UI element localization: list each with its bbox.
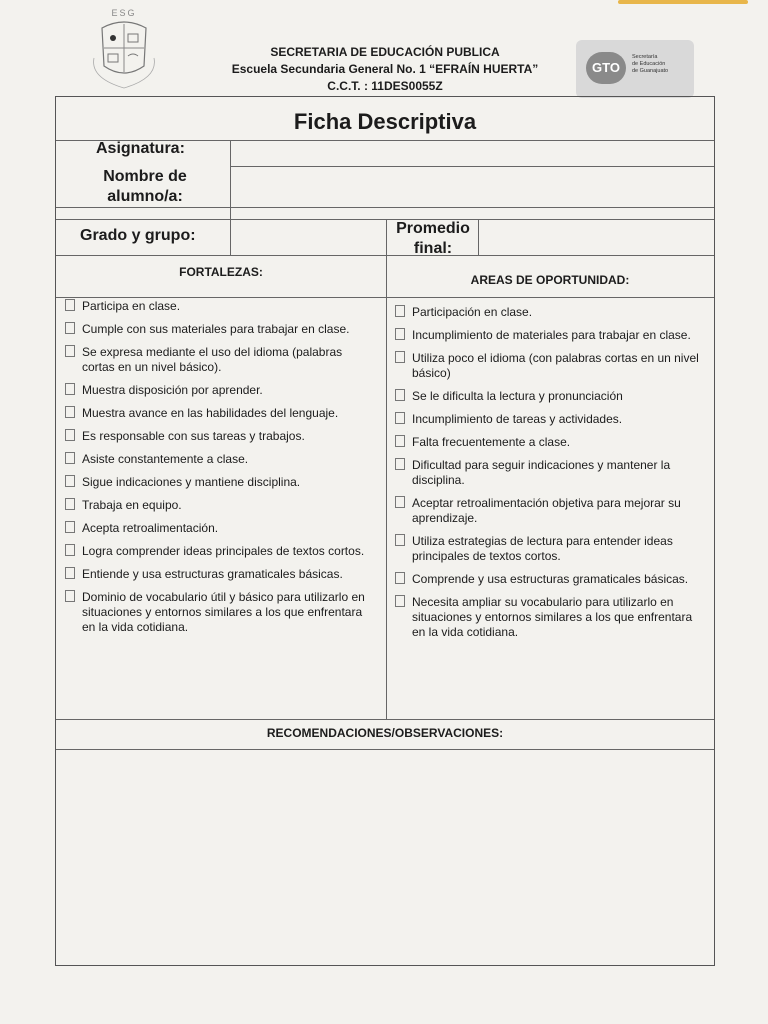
recomendaciones-header: RECOMENDACIONES/OBSERVACIONES: [266,726,504,740]
checklist-item-label: Comprende y usa estructuras gramaticales básicas. [412,572,689,586]
checklist-item-label: Cumple con sus materiales para trabajar en clase. [82,322,350,336]
checklist-item-label: Logra comprender ideas principales de textos cortos. [82,544,365,558]
header-line-3: C.C.T. : 11DES0055Z [327,79,443,93]
checklist-item-label: Sigue indicaciones y mantiene disciplina. [82,475,301,489]
checklist-item [64,567,376,582]
checklist-item-label: Se le dificulta la lectura y pronunciación [412,389,623,403]
gto-text-line: de Guanajuato [632,68,669,74]
checkbox[interactable] [65,383,75,395]
checklist-item-label: Utiliza estrategias de lectura para entender ideas principales de textos cortos. [412,534,673,563]
checklist-item [394,412,706,427]
checklist-item-label: Participa en clase. [82,299,181,313]
checklist-item-label: Asiste constantemente a clase. [82,452,249,466]
nombre-label: Nombre de alumno/a: [103,168,187,205]
checkbox[interactable] [65,590,75,602]
checklist-item [394,435,706,450]
checkbox[interactable] [395,458,405,470]
header-line-1: SECRETARIA DE EDUCACIÓN PUBLICA [270,45,500,59]
checklist-item-label: Incumplimiento de materiales para trabajar en clase. [412,328,691,342]
logo-text: ESG [111,8,137,18]
school-header [200,44,570,95]
checklist-item-label: Muestra avance en las habilidades del lenguaje. [82,406,339,420]
checklist-item [64,452,376,467]
checklist-item-label: Es responsable con sus tareas y trabajos. [82,429,305,443]
gto-text-line: Secretaría [632,54,658,60]
checklist-item-label: Muestra disposición por aprender. [82,383,263,397]
gto-text-line: de Educación [632,61,666,67]
checklist-item [64,406,376,421]
header-line-2: Escuela Secundaria General No. 1 “EFRAÍN HUERTA” [231,62,539,76]
asignatura-label: Asignatura: [96,140,185,157]
recomendaciones-field[interactable] [57,750,713,964]
checklist-item [64,322,376,337]
checklist-item-label: Acepta retroalimentación. [82,521,219,535]
divider [56,719,714,720]
checklist-item [394,305,706,320]
gto-logo [576,40,694,98]
checklist-item [64,544,376,559]
promedio-label: Promedio final: [396,220,470,257]
crest-icon [88,8,160,92]
checklist-item [64,345,376,375]
checklist-item-label: Trabaja en equipo. [82,498,182,512]
checkbox[interactable] [395,572,405,584]
checkbox[interactable] [395,305,405,317]
checklist-item-label: Dificultad para seguir indicaciones y mantener la disciplina. [412,458,671,487]
checklist-item [394,595,706,640]
checklist-item [64,383,376,398]
checklist-item [64,521,376,536]
checkbox[interactable] [65,429,75,441]
checklist-item [394,458,706,488]
accent-bar [618,0,748,4]
checklist-item-label: Se expresa mediante el uso del idioma (palabras cortas en un nivel básico). [82,345,343,374]
divider [56,255,714,256]
checkbox[interactable] [395,328,405,340]
grado-label: Grado y grupo: [80,227,196,244]
checklist-item [394,572,706,587]
checklist-item [394,351,706,381]
school-crest-logo [88,8,160,92]
divider [56,297,714,298]
checkbox[interactable] [395,496,405,508]
areas-header: AREAS DE OPORTUNIDAD: [470,273,630,287]
checklist-item [64,498,376,513]
checkbox[interactable] [65,521,75,533]
checkbox[interactable] [395,389,405,401]
checklist-item [64,590,376,635]
checkbox[interactable] [65,345,75,357]
checklist-item-label: Necesita ampliar su vocabulario para utilizarlo en situaciones y entornos similares a los que enfrentara en la vida cotidiana. [412,595,693,639]
checklist-item [64,429,376,444]
nombre-field[interactable] [231,167,714,207]
checkbox[interactable] [395,435,405,447]
checkbox[interactable] [395,534,405,546]
fortalezas-header: FORTALEZAS: [179,265,263,279]
promedio-field[interactable] [479,220,714,254]
checklist-item-label: Dominio de vocabulario útil y básico para utilizarlo en situaciones y entornos similares a los que enfrentara en la vida cotidiana. [82,590,365,634]
checkbox[interactable] [65,406,75,418]
checkbox[interactable] [65,475,75,487]
gto-text [632,54,690,75]
checkbox[interactable] [395,351,405,363]
divider [386,219,387,719]
fortalezas-list [64,299,376,643]
checklist-item-label: Participación en clase. [412,305,533,319]
checklist-item [394,496,706,526]
checklist-item [394,534,706,564]
asignatura-field[interactable] [231,141,714,166]
checklist-item-label: Aceptar retroalimentación objetiva para mejorar su aprendizaje. [412,496,681,525]
gto-badge: GTO [586,52,626,84]
checkbox[interactable] [65,498,75,510]
checklist-item-label: Incumplimiento de tareas y actividades. [412,412,623,426]
checklist-item [394,389,706,404]
checklist-item-label: Falta frecuentemente a clase. [412,435,571,449]
checkbox[interactable] [65,299,75,311]
descriptive-form [55,96,715,966]
areas-list [394,305,706,648]
checklist-item-label: Utiliza poco el idioma (con palabras cortas en un nivel básico) [412,351,699,380]
checkbox[interactable] [65,567,75,579]
checkbox[interactable] [395,595,405,607]
checkbox[interactable] [65,322,75,334]
checklist-item [394,328,706,343]
form-title: Ficha Descriptiva [293,109,477,134]
checklist-item-label: Entiende y usa estructuras gramaticales básicas. [82,567,343,581]
checkbox[interactable] [395,412,405,424]
checkbox[interactable] [65,544,75,556]
checklist-item [64,475,376,490]
divider [56,207,714,208]
checklist-item [64,299,376,314]
checkbox[interactable] [65,452,75,464]
grado-field[interactable] [231,220,385,254]
